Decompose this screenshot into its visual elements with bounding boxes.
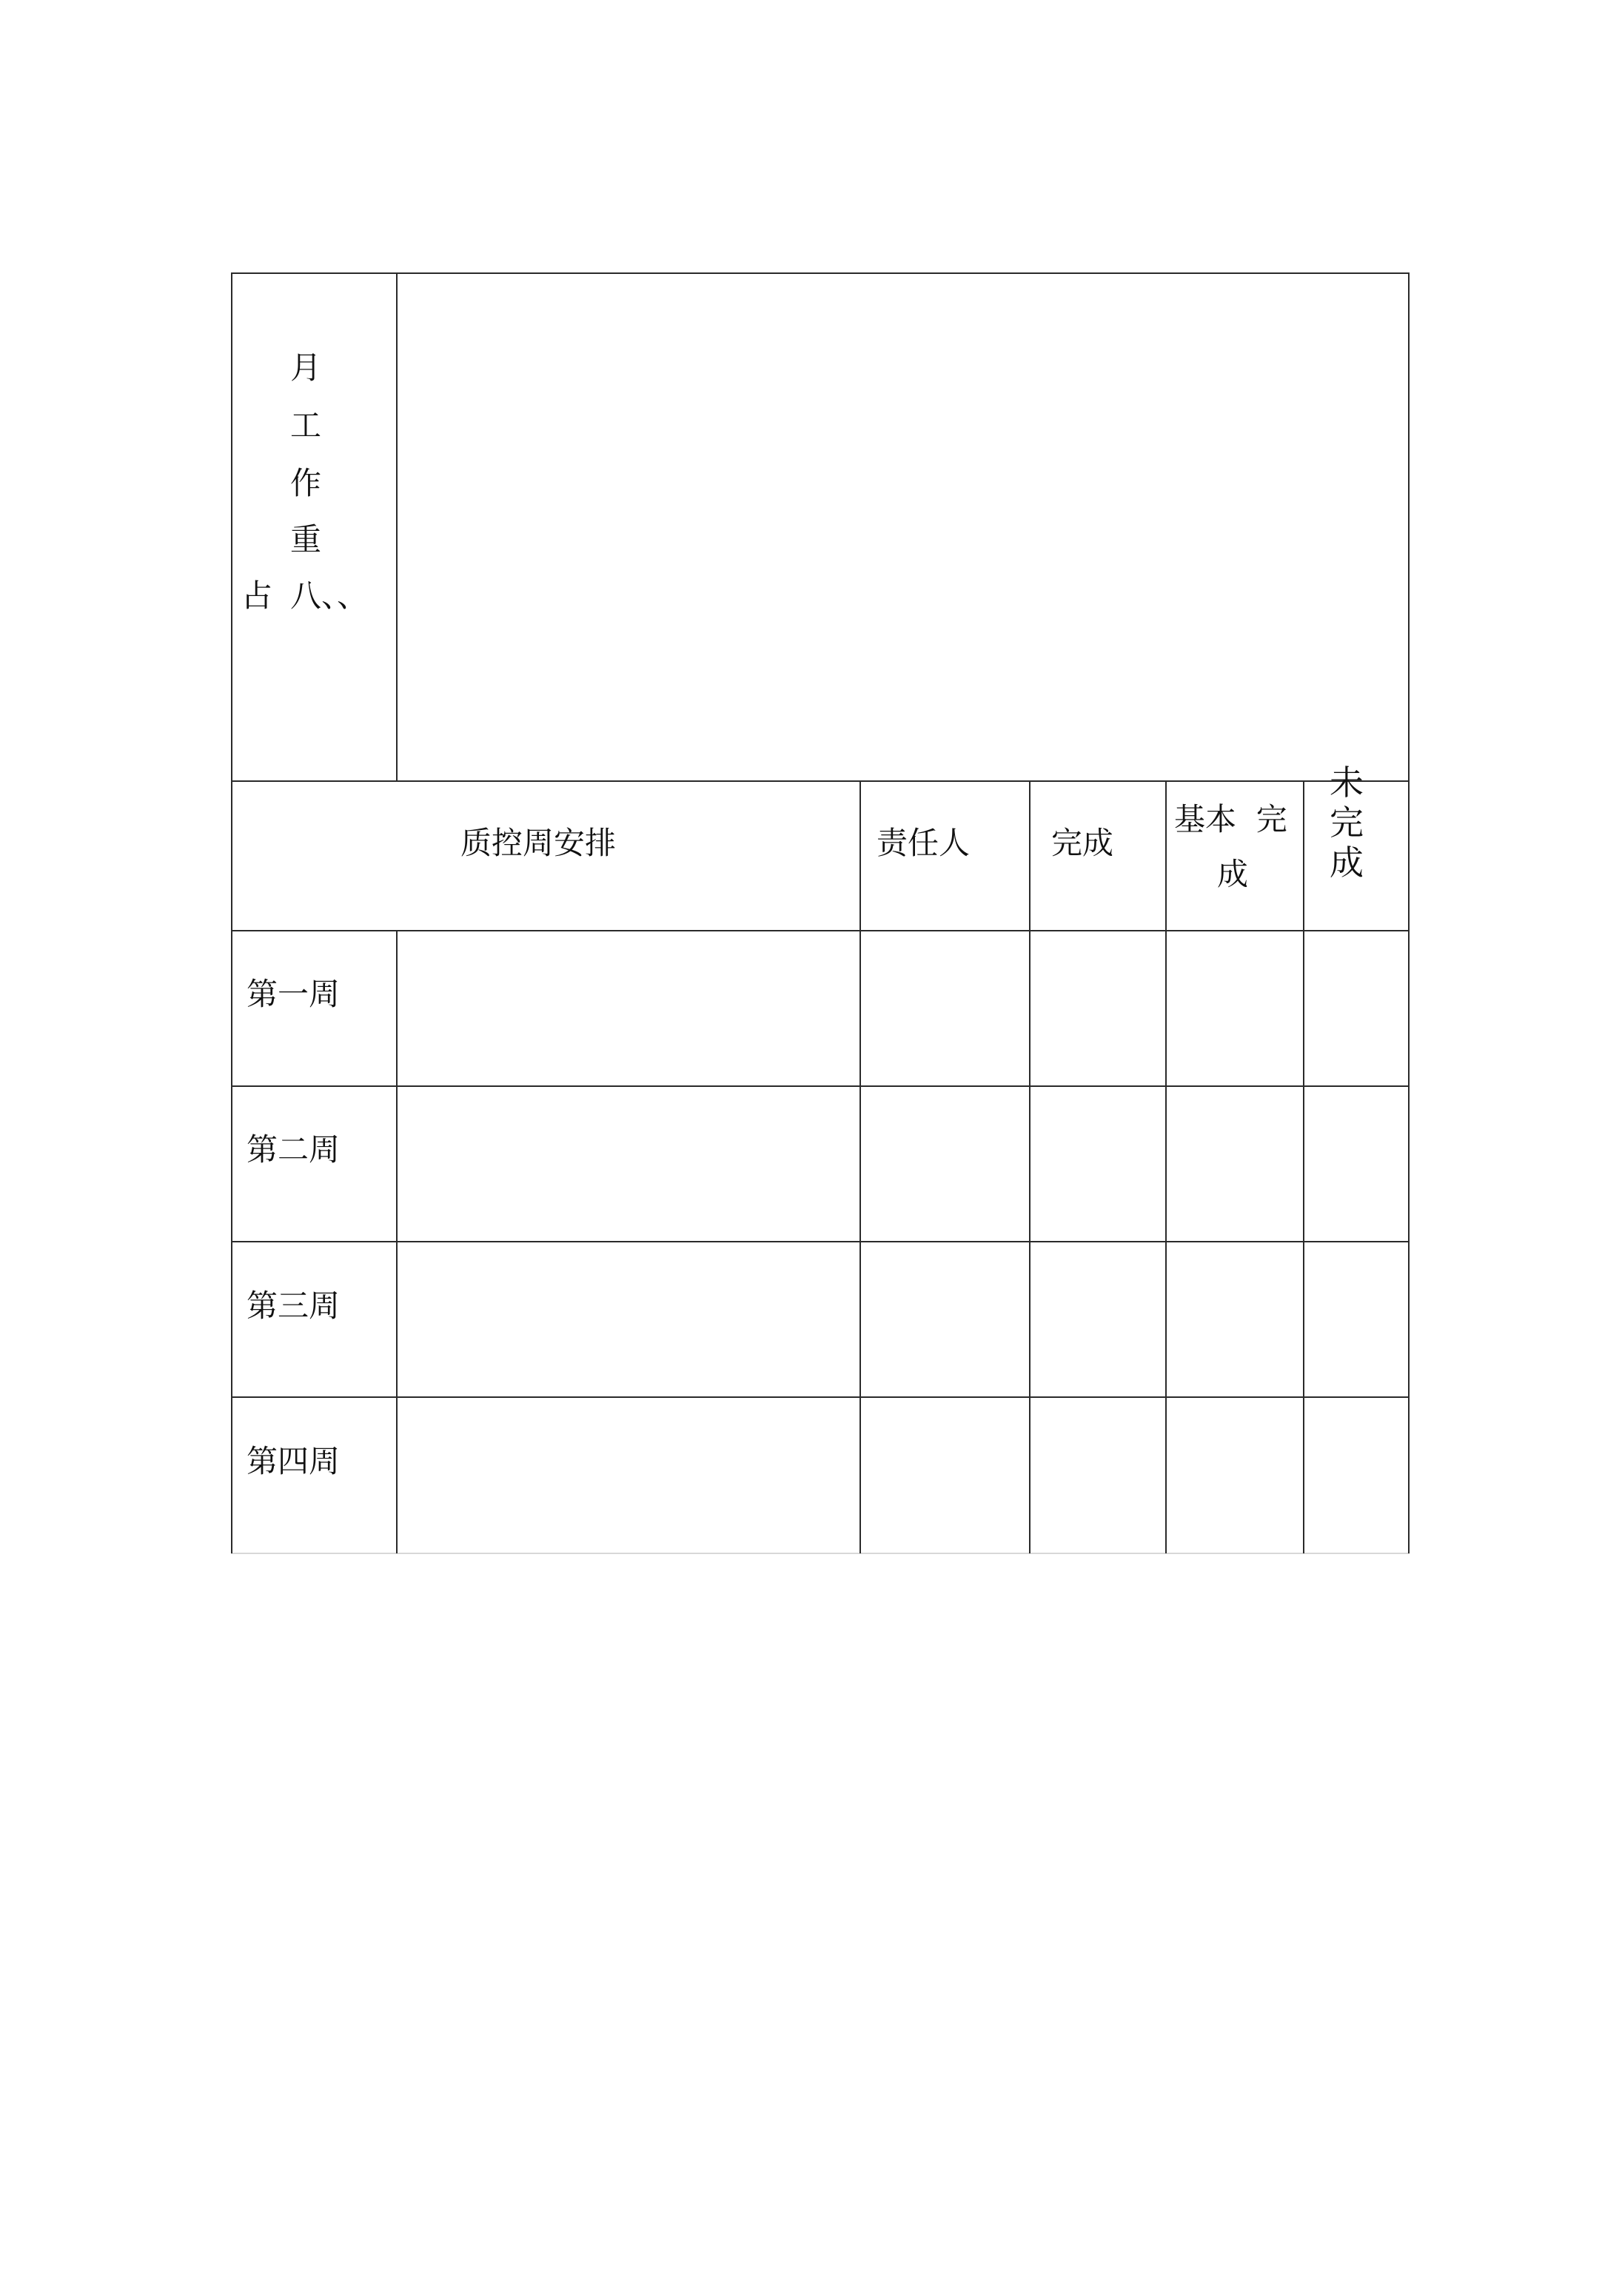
week-label-1: 第一周 (247, 976, 341, 1012)
header-basic-complete-line2: 成 (1217, 856, 1249, 892)
table-col-completed (1029, 780, 1030, 1553)
header-responsible: 责任人 (877, 825, 971, 861)
header-incomplete-char-1: 未 (1330, 763, 1364, 803)
focus-char-5: 占 (241, 578, 273, 614)
table-col-incomplete (1303, 780, 1304, 1553)
week3-schedule-cell[interactable] (398, 1242, 859, 1396)
header-schedule: 质控周安排 (460, 825, 617, 861)
header-completed: 完成 (1051, 825, 1114, 861)
week1-schedule-cell[interactable] (398, 931, 859, 1085)
table-col-basic (1165, 780, 1167, 1553)
week-label-4: 第四周 (247, 1443, 341, 1479)
focus-char-2: 工 (290, 407, 322, 444)
header-incomplete-char-3: 成 (1330, 843, 1364, 883)
table-border-bottom (231, 1553, 1410, 1554)
table-divider-header-top (231, 780, 1410, 782)
monthly-focus-content[interactable] (398, 274, 1408, 780)
focus-char-1: 月 (290, 349, 322, 386)
table-border-left (231, 272, 232, 1553)
week-label-2: 第二周 (247, 1131, 341, 1168)
focus-char-6: 八、、 (290, 578, 369, 614)
focus-char-3: 作 (290, 465, 322, 501)
header-incomplete-char-2: 完 (1330, 803, 1364, 843)
table-col-responsible (859, 780, 861, 1553)
header-basic-complete-line1: 基本 完 (1174, 801, 1287, 837)
week-label-3: 第三周 (247, 1288, 341, 1324)
week4-schedule-cell[interactable] (398, 1398, 859, 1553)
week2-schedule-cell[interactable] (398, 1087, 859, 1241)
focus-char-4: 重 (290, 521, 322, 558)
table-border-right (1408, 272, 1410, 1553)
